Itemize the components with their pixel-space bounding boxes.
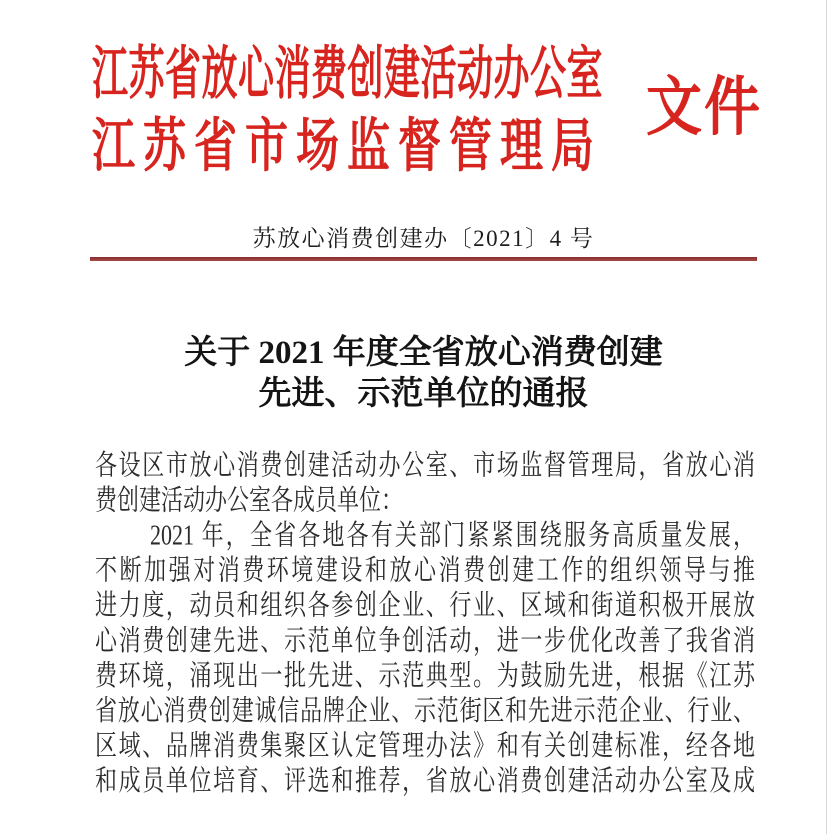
letterhead-org-line1: 江苏省放心消费创建活动办公室	[92, 41, 604, 106]
body-line: 各设区市放心消费创建活动办公室、市场监督管理局，省放心消	[95, 448, 755, 481]
letterhead-doc-type-label: 文件	[646, 72, 762, 144]
title-line2: 先进、示范单位的通报	[258, 376, 589, 412]
body-line: 区域、品牌消费集聚区认定管理办法》和有关创建标准，经各地	[95, 729, 755, 762]
body-line: 和成员单位培育、评选和推荐，省放心消费创建活动办公室及成	[95, 764, 755, 797]
letterhead-org-line2: 江苏省市场监督管理局	[92, 115, 602, 179]
title-line1: 关于 2021 年度全省放心消费创建	[184, 335, 663, 371]
body-line: 省放心消费创建诚信品牌企业、示范街区和先进示范企业、行业、	[95, 694, 755, 727]
doc-number: 苏放心消费创建办〔2021〕4 号	[252, 226, 595, 251]
body-line: 心消费创建先进、示范单位争创活动，进一步优化改善了我省消	[95, 623, 755, 657]
body-line: 费创建活动办公室各成员单位：	[95, 483, 404, 516]
document-body	[95, 447, 755, 798]
body-line: 进力度，动员和组织各参创企业、行业、区域和街道积极开展放	[95, 588, 755, 622]
scan-edge-line	[826, 0, 827, 834]
document-title	[90, 333, 757, 415]
body-line: 2021 年，全省各地各有关部门紧紧围绕服务高质量发展，	[150, 518, 755, 551]
body-line: 不断加强对消费环境建设和放心消费创建工作的组织领导与推	[95, 553, 755, 587]
red-divider-rule	[90, 257, 757, 261]
body-line: 费环境，涌现出一批先进、示范典型。为鼓励先进，根据《江苏	[95, 658, 755, 692]
